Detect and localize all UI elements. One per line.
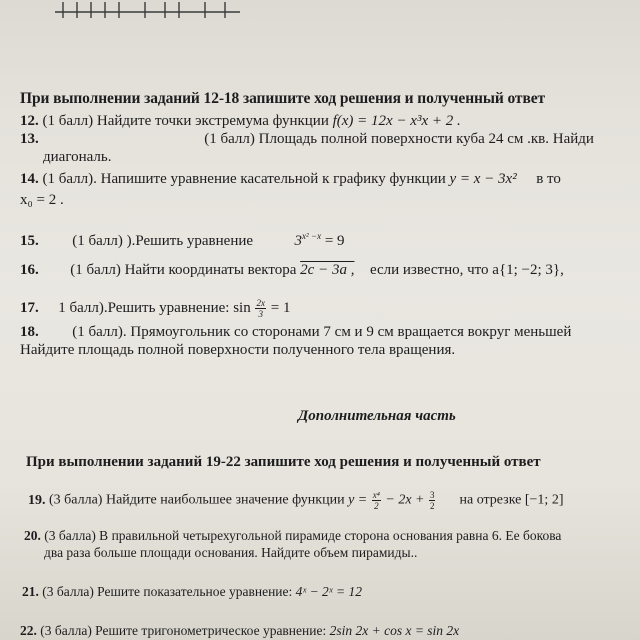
task-14-formula: y = x − 3x² xyxy=(449,171,517,187)
task-16-text: (1 балл) Найти координаты вектора xyxy=(70,262,297,278)
task-19-middle: − 2x + xyxy=(385,492,425,508)
task-13-continuation: диагональ. xyxy=(43,149,112,165)
task-20-text: (3 балла) В правильной четырехугольной пирамиде сторона основания равна 6. Ее бокова xyxy=(44,528,562,543)
task-13 xyxy=(20,131,594,148)
task-14-text: (1 балл). Напишите уравнение касательной к графику функции xyxy=(42,171,446,187)
task-22-number: 22. xyxy=(20,623,37,638)
task-12-formula: f(x) = 12x − x³x + 2 . xyxy=(332,113,461,129)
task-16-number: 16. xyxy=(20,262,39,278)
task-19-text: (3 балла) Найдите наибольшее значение функции xyxy=(49,492,345,508)
task-12-number: 12. xyxy=(20,113,39,129)
task-14-number: 14. xyxy=(20,171,39,187)
task-12-text: (1 балл) Найдите точки экстремума функции xyxy=(42,113,329,129)
task-21-text: (3 балла) Решите показательное уравнение: xyxy=(42,584,293,599)
task-21-number: 21. xyxy=(22,584,39,599)
task-18 xyxy=(20,324,571,341)
task-19-fraction-2: $\frac{3}{2}$ xyxy=(429,490,435,511)
task-20 xyxy=(24,527,561,544)
task-15-number: 15. xyxy=(20,233,39,249)
task-19-fraction-1: $\frac{\text{x⁴}}{2}$ xyxy=(372,490,380,511)
task-15-exponent: x² −x xyxy=(302,231,322,241)
task-13-number: 13. xyxy=(20,131,39,147)
task-20-number: 20. xyxy=(24,528,41,543)
grid-scribble xyxy=(55,0,240,20)
task-14-tail: в то xyxy=(536,171,561,187)
task-19-number: 19. xyxy=(28,492,46,508)
task-13-text: (1 балл) Площадь полной поверхности куба 24 см .кв. Найди xyxy=(204,131,594,147)
section2-title: При выполнении заданий 19-22 запишите ход решения и полученный ответ xyxy=(26,454,541,470)
task-15-text: (1 балл) ).Решить уравнение xyxy=(72,233,254,249)
task-16 xyxy=(20,262,564,279)
task-22-text: (3 балла) Решите тригонометрическое уравнение: xyxy=(40,623,327,638)
task-15-base: 3 xyxy=(294,233,303,249)
task-19 xyxy=(28,490,564,511)
task-18-continuation: Найдите площадь полной поверхности полученного тела вращения. xyxy=(20,342,456,358)
task-14 xyxy=(20,171,561,188)
task-15-rhs: = 9 xyxy=(324,233,345,249)
task-14-continuation: x₀ = 2 . xyxy=(20,192,64,208)
task-18-text: (1 балл). Прямоугольник со сторонами 7 см и 9 см вращается вокруг меньшей xyxy=(72,324,572,340)
task-12 xyxy=(20,113,461,130)
task-16-tail: если известно, что xyxy=(369,262,489,278)
task-18-number: 18. xyxy=(20,324,39,340)
task-17-rhs: = 1 xyxy=(270,299,291,316)
task-17-fraction: $\frac{2x}{3}$ xyxy=(256,298,265,319)
task-15 xyxy=(20,228,345,250)
task-17-number: 17. xyxy=(20,299,39,316)
extra-title: Дополнительная часть xyxy=(298,408,456,424)
task-21-formula: 4ˣ − 2ˣ = 12 xyxy=(295,584,362,599)
task-16-formula: 2c − 3a , xyxy=(300,262,355,278)
task-17 xyxy=(20,298,290,319)
task-17-text: 1 балл).Решить уравнение: sin xyxy=(58,299,251,316)
task-22-formula: 2sin 2x + cos x = sin 2x xyxy=(329,623,460,638)
task-16-vector: a{1; −2; 3}, xyxy=(492,262,564,278)
task-20-continuation: два раза больше площади основания. Найдите объем пирамиды.. xyxy=(44,545,418,560)
task-19-tail: на отрезке [−1; 2] xyxy=(459,492,564,508)
task-21 xyxy=(22,583,362,600)
section1-title: При выполнении заданий 12-18 запишите ход решения и полученный ответ xyxy=(20,90,546,107)
task-19-y: y = xyxy=(348,492,368,508)
task-22 xyxy=(20,622,459,639)
